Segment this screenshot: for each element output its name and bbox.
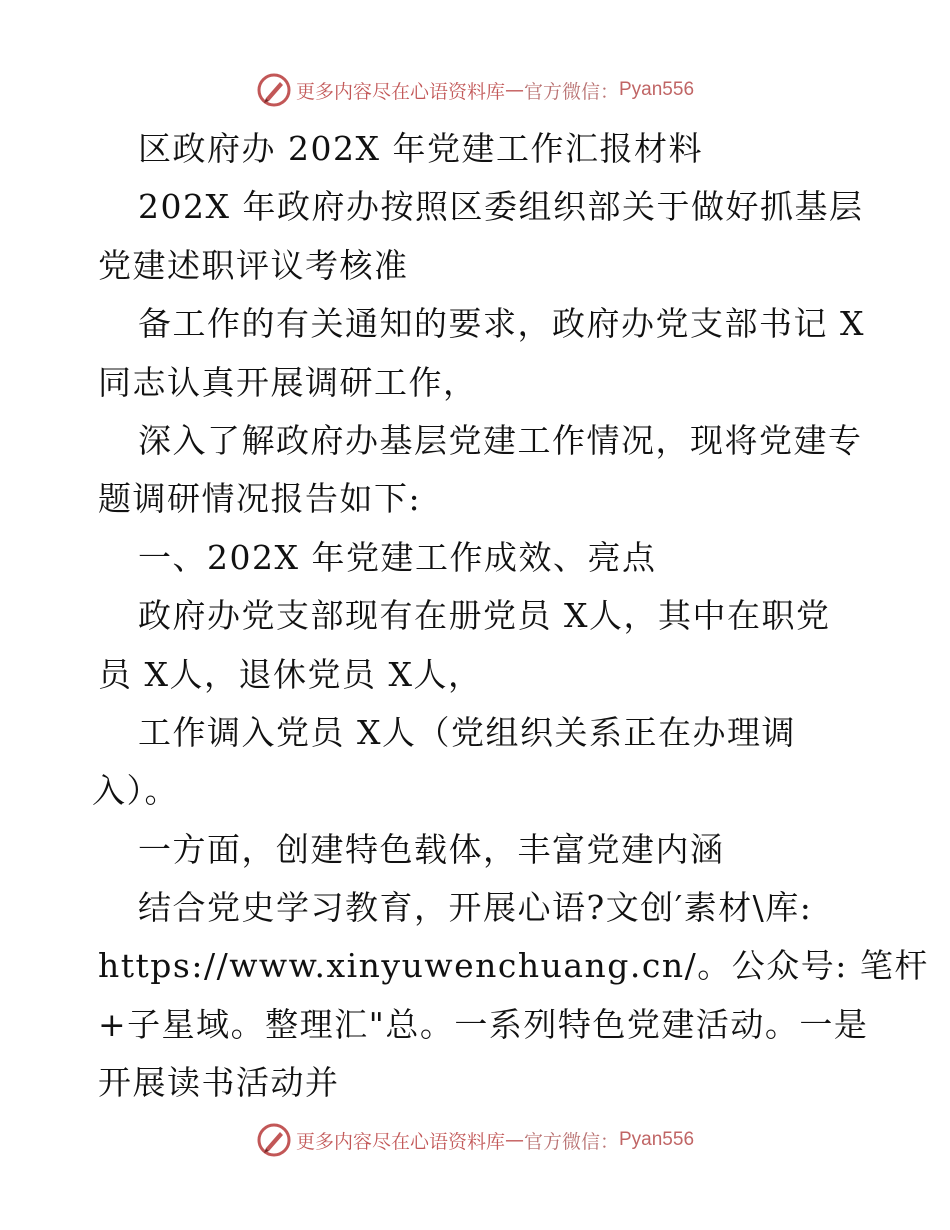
watermark-text: 更多内容尽在心语资料库: [295, 1130, 505, 1153]
paragraph-line: 员 X人，退休党员 X人，: [98, 654, 483, 694]
watermark-wechat-id: Pyan556: [619, 1129, 695, 1150]
paragraph-line: 202X 年政府办按照区委组织部关于做好抓基层: [138, 187, 864, 227]
watermark-wechat-id: Pyan556: [619, 79, 695, 100]
pen-logo-icon: [256, 72, 292, 108]
watermark-wechat-label: 官方微信：: [523, 80, 619, 103]
watermark-header: [0, 70, 950, 110]
paragraph-line: 党建述职评议考核准: [98, 245, 409, 285]
watermark-text: 更多内容尽在心语资料库: [295, 80, 505, 103]
subsection-heading: 一方面，创建特色载体，丰富党建内涵: [138, 829, 725, 869]
watermark-separator: —: [504, 1129, 524, 1151]
paragraph-line: 工作调入党员 X人（党组织关系正在办理调: [138, 712, 796, 752]
pen-logo-icon: [256, 1122, 292, 1158]
watermark-footer: [0, 1120, 950, 1160]
paragraph-line: 题调研情况报告如下:: [98, 479, 422, 519]
watermark-separator: —: [504, 79, 524, 101]
document-body: [92, 120, 929, 1113]
paragraph-line: 深入了解政府办基层党建工作情况，现将党建专: [138, 420, 863, 460]
paragraph-line: +子星域。整理汇"总。一系列特色党建活动。一是: [98, 1004, 869, 1044]
paragraph-line: 结合党史学习教育，开展心语?文创′素材\库:: [138, 888, 813, 928]
paragraph-line: 政府办党支部现有在册党员 X人，其中在职党: [138, 596, 831, 636]
paragraph-line: 备工作的有关通知的要求，政府办党支部书记 X: [138, 304, 865, 344]
section-heading: 一、202X 年党建工作成效、亮点: [138, 537, 657, 577]
paragraph-line: 开展读书活动并: [98, 1063, 340, 1103]
paragraph-line: 入）。: [92, 771, 179, 811]
paragraph-line: https://www.xinyuwenchuang.cn/。公众号: 笔杆: [98, 946, 929, 986]
watermark-wechat-label: 官方微信：: [523, 1130, 619, 1153]
paragraph-line: 同志认真开展调研工作，: [98, 362, 478, 402]
document-title: 区政府办 202X 年党建工作汇报材料: [138, 129, 703, 168]
